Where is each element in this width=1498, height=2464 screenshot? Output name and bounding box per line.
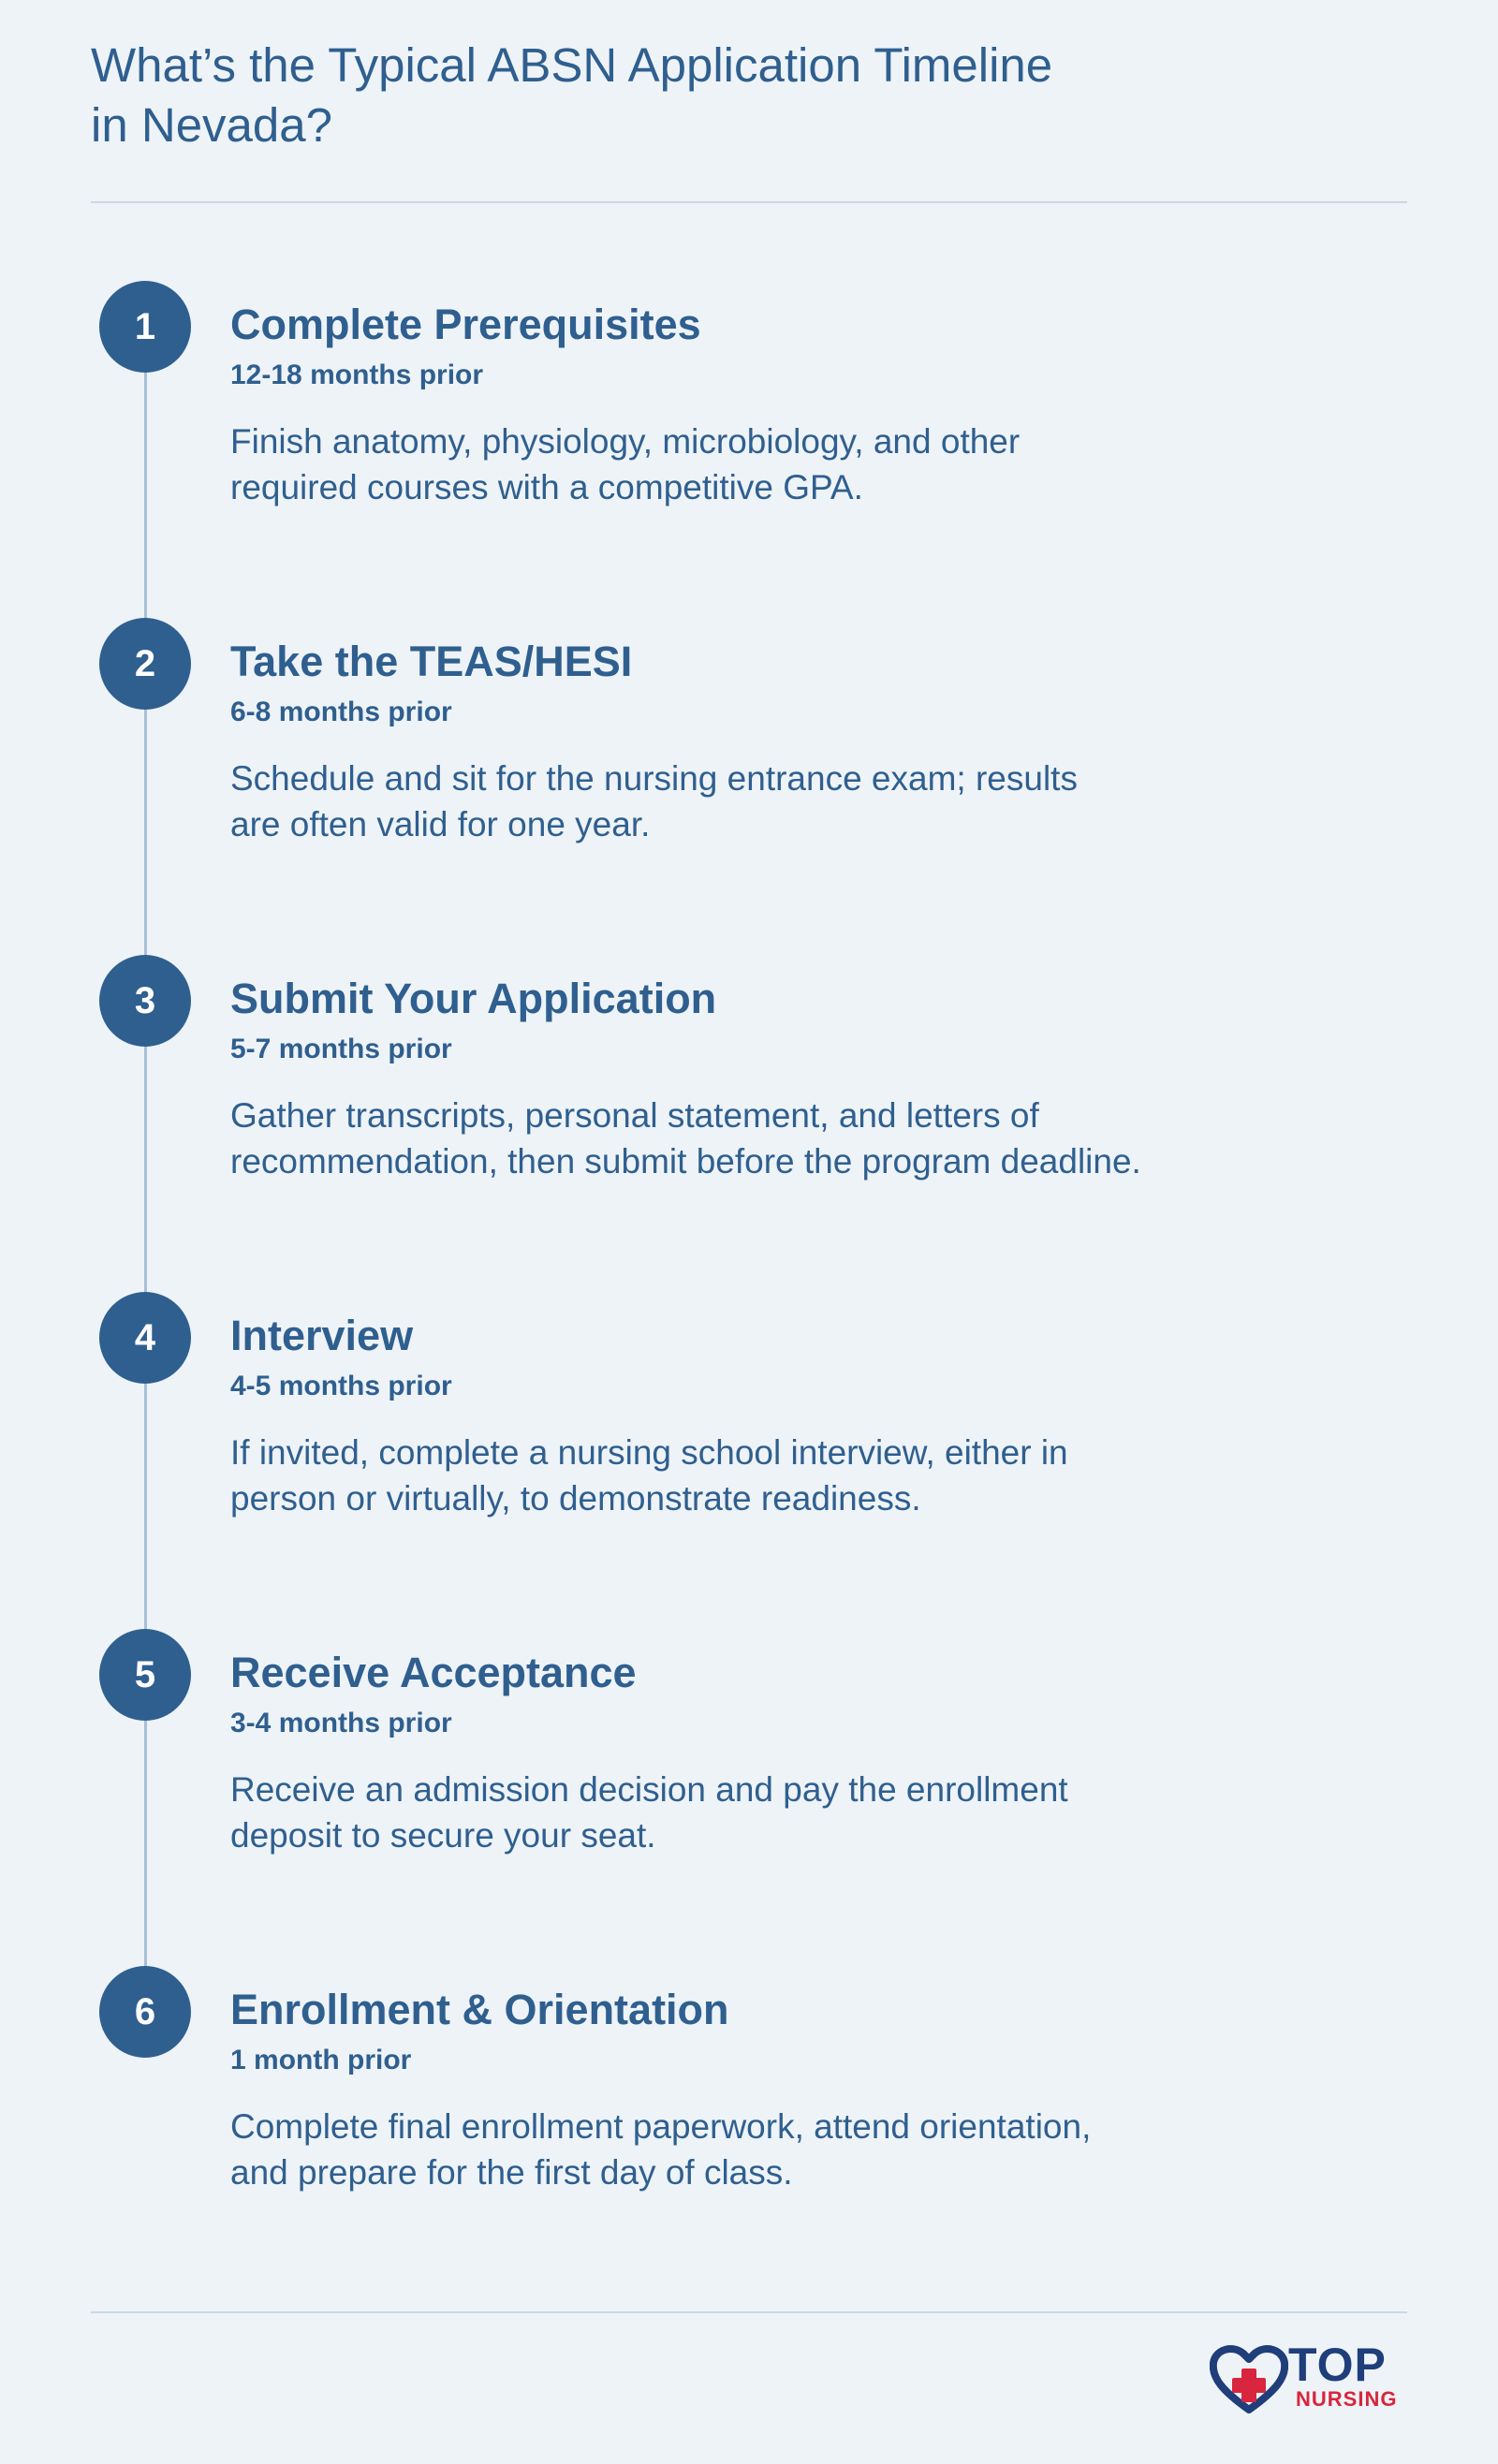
step-description-line: deposit to secure your seat. [230, 1816, 656, 1855]
step-description-line: Gather transcripts, personal statement, and letters of [230, 1096, 1039, 1135]
page-title-line-1: What’s the Typical ABSN Application Timeline [91, 38, 1053, 92]
step-title: Complete Prerequisites [230, 301, 701, 348]
step-number-badge: 3 [99, 955, 191, 1047]
step-title: Take the TEAS/HESI [230, 638, 633, 685]
step-number-badge: 1 [99, 281, 191, 373]
step-number-badge: 2 [99, 618, 191, 710]
step-number-badge: 5 [99, 1629, 191, 1721]
step-description-line: person or virtually, to demonstrate readiness. [230, 1479, 921, 1518]
timeline-step-2 [0, 618, 1498, 899]
page-title-line-2: in Nevada? [91, 98, 333, 152]
step-description [230, 755, 1260, 847]
step-description-line: recommendation, then submit before the program deadline. [230, 1142, 1141, 1181]
step-description-line: Finish anatomy, physiology, microbiology, and other [230, 422, 1021, 461]
timeline-step-5 [0, 1629, 1498, 1910]
step-description-line: Receive an admission decision and pay the enrollment [230, 1770, 1068, 1809]
step-number-badge: 6 [99, 1966, 191, 2058]
top-divider [91, 201, 1407, 203]
step-description-line: are often valid for one year. [230, 805, 651, 843]
step-title: Receive Acceptance [230, 1649, 637, 1696]
timeline-step-6 [0, 1966, 1498, 2247]
timeline-step-4 [0, 1292, 1498, 1573]
step-description-line: Schedule and sit for the nursing entrance exam; results [230, 759, 1078, 798]
step-number-badge: 4 [99, 1292, 191, 1384]
step-timing: 3-4 months prior [230, 1708, 452, 1738]
step-description [230, 1093, 1260, 1184]
step-description [230, 418, 1260, 510]
heart-cross-icon [1210, 2344, 1288, 2413]
page-title [91, 36, 1214, 155]
step-title: Enrollment & Orientation [230, 1986, 729, 2033]
step-description [230, 1767, 1260, 1858]
step-description [230, 2104, 1260, 2195]
step-timing: 4-5 months prior [230, 1371, 452, 1401]
step-description-line: and prepare for the first day of class. [230, 2153, 793, 2192]
step-timing: 6-8 months prior [230, 697, 452, 727]
logo-word-top: TOP [1288, 2339, 1387, 2391]
step-description-line: If invited, complete a nursing school interview, either in [230, 1433, 1068, 1472]
bottom-divider [91, 2311, 1407, 2313]
step-description [230, 1430, 1260, 1521]
timeline-step-3 [0, 955, 1498, 1236]
step-description-line: required courses with a competitive GPA. [230, 468, 863, 506]
step-timing: 12-18 months prior [230, 359, 484, 390]
top-nursing-logo [1210, 2339, 1425, 2413]
step-timing: 5-7 months prior [230, 1034, 452, 1064]
logo-word-nursing: NURSING [1296, 2387, 1398, 2411]
step-timing: 1 month prior [230, 2045, 412, 2075]
step-description-line: Complete final enrollment paperwork, attend orientation, [230, 2107, 1092, 2146]
step-title: Interview [230, 1312, 414, 1359]
step-title: Submit Your Application [230, 975, 717, 1022]
timeline-step-1 [0, 281, 1498, 562]
